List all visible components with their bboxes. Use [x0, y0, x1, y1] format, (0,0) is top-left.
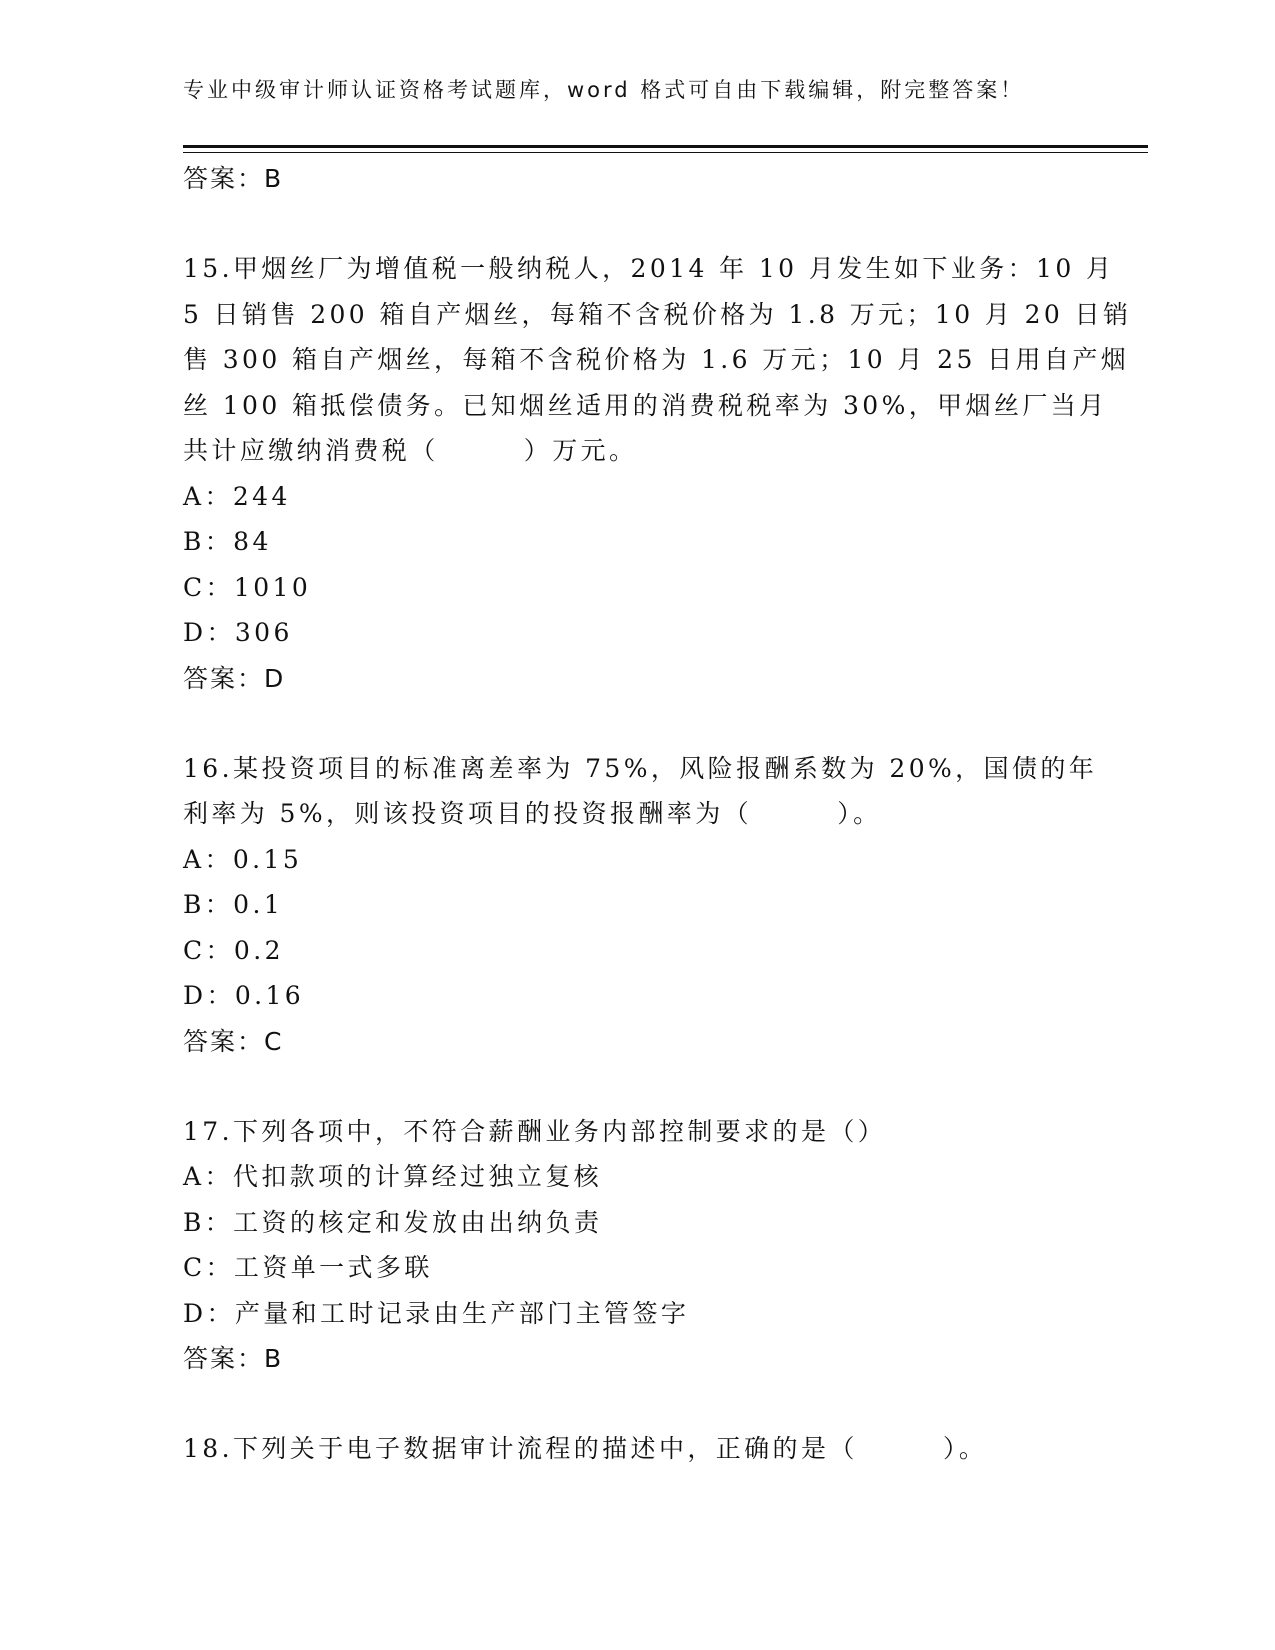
spacer: [183, 702, 1083, 746]
question-block: [183, 1426, 1083, 1472]
question-text: [183, 1426, 1083, 1472]
answer-line: 答案：C: [183, 1026, 284, 1056]
question-text-line: 利率为 5%，则该投资项目的投资报酬率为（ ）。: [183, 799, 882, 828]
spacer: [183, 202, 1083, 246]
option-c: C：0.2: [183, 935, 284, 965]
question-text: [183, 1109, 1083, 1155]
option-d: D：306: [183, 618, 293, 647]
question-text-line: 17.下列各项中，不符合薪酬业务内部控制要求的是（）: [183, 1116, 887, 1146]
answer-line: 答案：B: [183, 1344, 284, 1373]
question-block: [183, 1109, 1083, 1383]
spacer: [183, 1065, 1083, 1109]
question-text-line: 5 日销售 200 箱自产烟丝，每箱不含税价格为 1.8 万元；10 月 20 日销: [183, 299, 1132, 329]
question-text-line: 共计应缴纳消费税（ ）万元。: [183, 436, 638, 465]
option-d: D：产量和工时记录由生产部门主管签字: [183, 1298, 690, 1328]
option-a: A：0.15: [183, 844, 303, 874]
header-rule-thick: [183, 145, 1148, 148]
answer-line: 答案：B: [183, 164, 284, 193]
question-text-line: 15.甲烟丝厂为增值税一般纳税人，2014 年 10 月发生如下业务：10 月: [183, 254, 1115, 283]
header-rule-thin: [183, 152, 1148, 153]
question-text: [183, 746, 1098, 837]
option-b: B：0.1: [183, 890, 284, 919]
page-header: 专业中级审计师认证资格考试题库，word 格式可自由下载编辑，附完整答案！: [183, 78, 1025, 102]
question-block: [183, 746, 1098, 1065]
option-c: C：工资单一式多联: [183, 1253, 433, 1282]
question-list: [183, 156, 1132, 1472]
spacer: [183, 1382, 1083, 1426]
option-a: A：代扣款项的计算经过独立复核: [183, 1162, 603, 1191]
question-text: [183, 246, 1132, 474]
option-c: C：1010: [183, 572, 312, 602]
question-block: [183, 246, 1132, 702]
question-text-line: 售 300 箱自产烟丝，每箱不含税价格为 1.6 万元；10 月 25 日用自产烟: [183, 345, 1130, 374]
option-b: B：84: [183, 527, 272, 556]
option-d: D：0.16: [183, 981, 305, 1010]
option-b: B：工资的核定和发放由出纳负责: [183, 1207, 603, 1237]
option-a: A：244: [183, 481, 291, 511]
question-text-line: 16.某投资项目的标准离差率为 75%，风险报酬系数为 20%，国债的年: [183, 753, 1098, 783]
question-text-line: 18.下列关于电子数据审计流程的描述中，正确的是（ ）。: [183, 1434, 988, 1463]
question-text-line: 丝 100 箱抵偿债务。已知烟丝适用的消费税税率为 30%，甲烟丝厂当月: [183, 390, 1108, 420]
answer-line: 答案：D: [183, 663, 286, 693]
